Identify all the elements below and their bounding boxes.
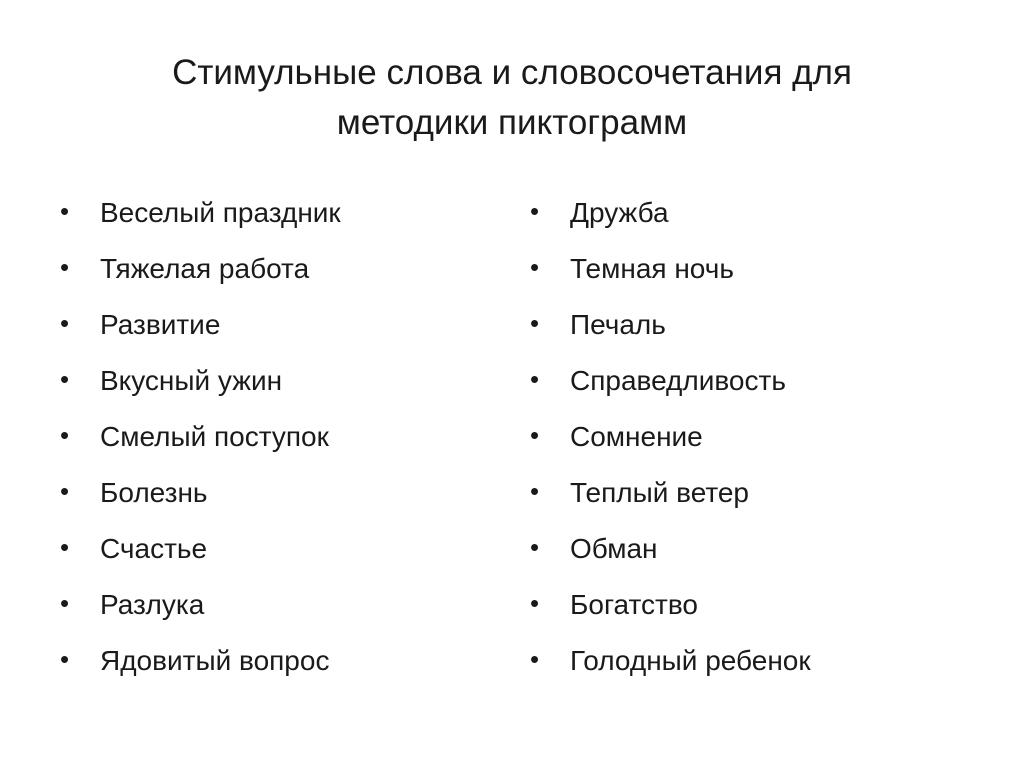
list-item-label: Голодный ребенок xyxy=(570,645,811,676)
list-item xyxy=(530,188,970,244)
list-item-label: Разлука xyxy=(100,589,205,620)
list-item-label: Обман xyxy=(570,533,658,564)
list-item-label: Веселый праздник xyxy=(100,197,341,228)
right-word-list xyxy=(530,188,970,692)
list-item xyxy=(60,300,500,356)
list-item-label: Тяжелая работа xyxy=(100,253,310,284)
bullet-icon: • xyxy=(60,476,70,506)
list-item xyxy=(530,524,970,580)
list-item xyxy=(60,524,500,580)
list-item xyxy=(60,244,500,300)
bullet-icon: • xyxy=(530,588,540,618)
bullet-icon: • xyxy=(530,476,540,506)
bullet-icon: • xyxy=(60,364,70,394)
list-item-label: Теплый ветер xyxy=(570,477,750,508)
list-item-label: Темная ночь xyxy=(570,253,734,284)
list-item-label: Сомнение xyxy=(570,421,703,452)
list-item-label: Ядовитый вопрос xyxy=(100,645,330,676)
list-item xyxy=(60,636,500,692)
list-item xyxy=(530,468,970,524)
list-item-label: Развитие xyxy=(100,309,221,340)
bullet-icon: • xyxy=(530,420,540,450)
title-line-1: Стимульные слова и словосочетания для xyxy=(172,53,852,92)
list-item xyxy=(530,636,970,692)
list-item-label: Счастье xyxy=(100,533,208,564)
list-item xyxy=(530,244,970,300)
bullet-icon: • xyxy=(530,364,540,394)
bullet-icon: • xyxy=(60,420,70,450)
list-item-label: Болезнь xyxy=(100,477,208,508)
bullet-icon: • xyxy=(60,196,70,226)
list-item-label: Вкусный ужин xyxy=(100,365,283,396)
list-item xyxy=(530,300,970,356)
bullet-icon: • xyxy=(530,644,540,674)
list-item-label: Дружба xyxy=(570,197,669,228)
list-item xyxy=(530,356,970,412)
bullet-icon: • xyxy=(530,196,540,226)
left-word-list xyxy=(60,188,500,692)
list-item-label: Смелый поступок xyxy=(100,421,329,452)
bullet-icon: • xyxy=(530,532,540,562)
list-item xyxy=(60,188,500,244)
list-item xyxy=(530,412,970,468)
list-item-label: Справедливость xyxy=(570,365,786,396)
list-item-label: Богатство xyxy=(570,589,698,620)
title-line-2: методики пиктограмм xyxy=(336,103,688,142)
bullet-icon: • xyxy=(60,252,70,282)
list-item-label: Печаль xyxy=(570,309,666,340)
bullet-icon: • xyxy=(530,252,540,282)
list-item xyxy=(530,580,970,636)
bullet-icon: • xyxy=(60,532,70,562)
list-item xyxy=(60,580,500,636)
list-item xyxy=(60,412,500,468)
bullet-icon: • xyxy=(530,308,540,338)
bullet-icon: • xyxy=(60,308,70,338)
list-item xyxy=(60,356,500,412)
bullet-icon: • xyxy=(60,644,70,674)
slide-title xyxy=(60,48,964,148)
bullet-icon: • xyxy=(60,588,70,618)
list-item xyxy=(60,468,500,524)
